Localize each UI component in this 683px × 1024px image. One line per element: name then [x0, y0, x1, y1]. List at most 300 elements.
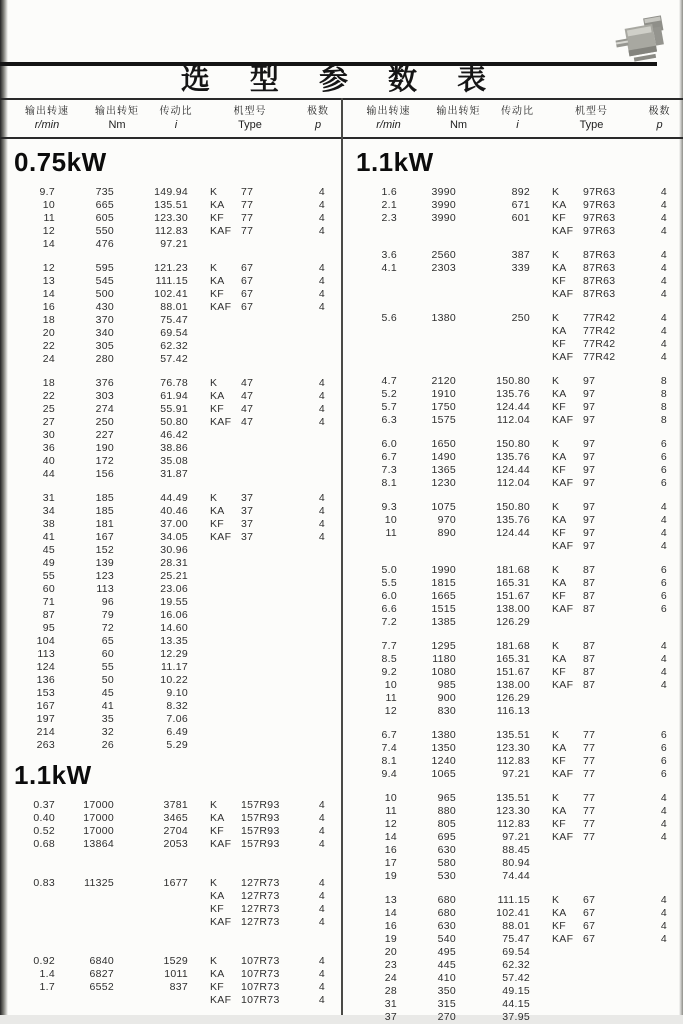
- table-row: [0, 838, 341, 851]
- cell-type-size: 127R73: [241, 877, 303, 890]
- cell-type-prefix: K: [552, 249, 583, 262]
- cell-spacer: [188, 314, 210, 327]
- cell-spacer: [530, 857, 552, 870]
- cell-type-size: 77R42: [583, 338, 645, 351]
- cell-type-prefix: [552, 1011, 583, 1024]
- cell-type-size: 47: [241, 377, 303, 390]
- cell-torque-nm: [397, 351, 456, 364]
- cell-poles: 4: [645, 831, 683, 844]
- cell-ratio-i: 112.83: [456, 755, 530, 768]
- cell-type-size: 97: [583, 477, 645, 490]
- cell-torque-nm: 580: [397, 857, 456, 870]
- cell-poles: 4: [303, 838, 341, 851]
- header-col-speed: [350, 100, 428, 137]
- table-row: [0, 238, 341, 251]
- cell-speed-rpm: 22: [8, 340, 55, 353]
- cell-torque-nm: 1180: [397, 653, 456, 666]
- cell-ratio-i: 151.67: [456, 666, 530, 679]
- cell-type-prefix: KA: [552, 199, 583, 212]
- table-row: [342, 603, 683, 616]
- cell-spacer: [530, 920, 552, 933]
- cell-speed-rpm: 2.1: [350, 199, 397, 212]
- cell-speed-rpm: 2.3: [350, 212, 397, 225]
- cell-spacer: [530, 401, 552, 414]
- cell-type-prefix: [210, 726, 241, 739]
- cell-poles: [645, 1011, 683, 1024]
- cell-spacer: [530, 564, 552, 577]
- cell-spacer: [188, 353, 210, 366]
- cell-ratio-i: 38.86: [114, 442, 188, 455]
- cell-type-prefix: [552, 844, 583, 857]
- cell-poles: 4: [645, 640, 683, 653]
- cell-spacer: [530, 666, 552, 679]
- cell-type-size: 127R73: [241, 890, 303, 903]
- cell-ratio-i: 57.42: [114, 353, 188, 366]
- table-row: [342, 451, 683, 464]
- table-row: [0, 583, 341, 596]
- cell-type-size: 67: [583, 933, 645, 946]
- cell-torque-nm: 274: [55, 403, 114, 416]
- cell-poles: [645, 857, 683, 870]
- power-section: [0, 149, 341, 752]
- cell-speed-rpm: 19: [350, 933, 397, 946]
- cell-spacer: [188, 429, 210, 442]
- cell-speed-rpm: 16: [350, 920, 397, 933]
- cell-type-prefix: KA: [552, 805, 583, 818]
- cell-type-prefix: K: [552, 312, 583, 325]
- cell-ratio-i: 35.08: [114, 455, 188, 468]
- cell-speed-rpm: 153: [8, 687, 55, 700]
- cell-torque-nm: 665: [55, 199, 114, 212]
- cell-type-prefix: KF: [210, 518, 241, 531]
- cell-type-prefix: KA: [552, 262, 583, 275]
- cell-torque-nm: 60: [55, 648, 114, 661]
- cell-torque-nm: 970: [397, 514, 456, 527]
- cell-torque-nm: 113: [55, 583, 114, 596]
- cell-ratio-i: 37.95: [456, 1011, 530, 1024]
- cell-spacer: [530, 590, 552, 603]
- cell-speed-rpm: 71: [8, 596, 55, 609]
- cell-type-prefix: KF: [210, 903, 241, 916]
- cell-torque-nm: 1650: [397, 438, 456, 451]
- cell-speed-rpm: 55: [8, 570, 55, 583]
- cell-spacer: [188, 238, 210, 251]
- table-row: [0, 981, 341, 994]
- cell-spacer: [530, 388, 552, 401]
- row-group: [0, 262, 341, 366]
- cell-torque-nm: 735: [55, 186, 114, 199]
- cell-ratio-i: [114, 903, 188, 916]
- cell-speed-rpm: 6.0: [350, 590, 397, 603]
- table-row: [0, 622, 341, 635]
- cell-spacer: [530, 692, 552, 705]
- cell-poles: [303, 429, 341, 442]
- cell-type-prefix: KF: [552, 755, 583, 768]
- cell-speed-rpm: 37: [350, 1011, 397, 1024]
- table-row: [342, 540, 683, 553]
- cell-type-size: [241, 544, 303, 557]
- cell-spacer: [530, 653, 552, 666]
- cell-type-prefix: KAF: [210, 994, 241, 1007]
- cell-spacer: [188, 416, 210, 429]
- table-row: [342, 768, 683, 781]
- cell-poles: 4: [645, 679, 683, 692]
- cell-ratio-i: 135.76: [456, 514, 530, 527]
- cell-spacer: [188, 327, 210, 340]
- cell-speed-rpm: 5.6: [350, 312, 397, 325]
- cell-type-prefix: [210, 622, 241, 635]
- cell-poles: 6: [645, 477, 683, 490]
- cell-ratio-i: 339: [456, 262, 530, 275]
- cell-poles: 4: [645, 249, 683, 262]
- cell-spacer: [188, 505, 210, 518]
- cell-type-size: 87: [583, 653, 645, 666]
- cell-spacer: [188, 648, 210, 661]
- table-row: [0, 390, 341, 403]
- cell-spacer: [530, 477, 552, 490]
- cell-poles: 4: [303, 799, 341, 812]
- cell-ratio-i: [456, 225, 530, 238]
- cell-ratio-i: 837: [114, 981, 188, 994]
- cell-ratio-i: 31.87: [114, 468, 188, 481]
- header-label-unit-torque: Nm: [86, 118, 148, 132]
- cell-type-size: [241, 622, 303, 635]
- cell-speed-rpm: 6.6: [350, 603, 397, 616]
- cell-type-prefix: KF: [552, 464, 583, 477]
- cell-spacer: [530, 792, 552, 805]
- cell-type-size: 87R63: [583, 275, 645, 288]
- cell-poles: 8: [645, 414, 683, 427]
- header-half: [0, 100, 342, 137]
- cell-spacer: [188, 994, 210, 1007]
- table-row: [342, 275, 683, 288]
- cell-torque-nm: 1385: [397, 616, 456, 629]
- cell-spacer: [530, 831, 552, 844]
- cell-type-size: [241, 609, 303, 622]
- cell-speed-rpm: 4.7: [350, 375, 397, 388]
- cell-spacer: [188, 583, 210, 596]
- cell-torque-nm: 1750: [397, 401, 456, 414]
- cell-type-size: 97: [583, 451, 645, 464]
- cell-ratio-i: [114, 890, 188, 903]
- cell-spacer: [188, 340, 210, 353]
- table-row: [342, 653, 683, 666]
- cell-speed-rpm: 9.4: [350, 768, 397, 781]
- table-row: [0, 505, 341, 518]
- cell-spacer: [530, 603, 552, 616]
- cell-torque-nm: 13864: [55, 838, 114, 851]
- cell-type-prefix: K: [552, 894, 583, 907]
- cell-speed-rpm: [350, 325, 397, 338]
- cell-type-prefix: KF: [552, 920, 583, 933]
- header-label-unit-ratio: i: [148, 118, 204, 132]
- power-section-title: 1.1kW: [14, 762, 341, 788]
- cell-speed-rpm: 24: [8, 353, 55, 366]
- cell-torque-nm: 1365: [397, 464, 456, 477]
- table-row: [0, 955, 341, 968]
- table-row: [0, 799, 341, 812]
- cell-type-prefix: KF: [552, 338, 583, 351]
- cell-torque-nm: 680: [397, 907, 456, 920]
- cell-type-size: [241, 429, 303, 442]
- cell-poles: [303, 726, 341, 739]
- cell-type-size: 47: [241, 416, 303, 429]
- cell-type-size: 127R73: [241, 916, 303, 929]
- cell-spacer: [530, 870, 552, 883]
- cell-ratio-i: 138.00: [456, 603, 530, 616]
- table-row: [342, 755, 683, 768]
- cell-ratio-i: 5.29: [114, 739, 188, 752]
- cell-ratio-i: 13.35: [114, 635, 188, 648]
- cell-type-size: 87: [583, 679, 645, 692]
- cell-torque-nm: 1990: [397, 564, 456, 577]
- table-row: [0, 468, 341, 481]
- table-row: [0, 877, 341, 890]
- cell-spacer: [530, 514, 552, 527]
- cell-torque-nm: 695: [397, 831, 456, 844]
- cell-torque-nm: 250: [55, 416, 114, 429]
- cell-spacer: [188, 903, 210, 916]
- cell-speed-rpm: 19: [350, 870, 397, 883]
- cell-ratio-i: 112.83: [114, 225, 188, 238]
- cell-ratio-i: 57.42: [456, 972, 530, 985]
- cell-type-prefix: [210, 674, 241, 687]
- cell-speed-rpm: 14: [350, 831, 397, 844]
- cell-ratio-i: 97.21: [456, 831, 530, 844]
- cell-type-prefix: KAF: [552, 603, 583, 616]
- table-row: [0, 661, 341, 674]
- page-title: 选 型 参 数 表: [0, 64, 683, 98]
- cell-type-size: 107R73: [241, 994, 303, 1007]
- cell-type-size: 107R73: [241, 955, 303, 968]
- table-row: [342, 225, 683, 238]
- table-row: [342, 818, 683, 831]
- cell-ratio-i: 25.21: [114, 570, 188, 583]
- cell-torque-nm: [397, 275, 456, 288]
- cell-spacer: [530, 338, 552, 351]
- cell-spacer: [530, 946, 552, 959]
- cell-type-prefix: [210, 557, 241, 570]
- power-section-title: 1.1kW: [356, 149, 683, 175]
- cell-spacer: [530, 501, 552, 514]
- cell-ratio-i: [456, 325, 530, 338]
- cell-torque-nm: 350: [397, 985, 456, 998]
- cell-speed-rpm: 31: [350, 998, 397, 1011]
- cell-spacer: [530, 755, 552, 768]
- cell-torque-nm: 26: [55, 739, 114, 752]
- cell-type-prefix: [210, 661, 241, 674]
- cell-poles: 4: [645, 666, 683, 679]
- row-group: [342, 640, 683, 718]
- table-row: [0, 544, 341, 557]
- cell-type-size: 67: [241, 301, 303, 314]
- cell-torque-nm: 495: [397, 946, 456, 959]
- cell-speed-rpm: 13: [8, 275, 55, 288]
- cell-poles: 4: [303, 212, 341, 225]
- cell-poles: [303, 353, 341, 366]
- table-row: [342, 312, 683, 325]
- cell-torque-nm: 1515: [397, 603, 456, 616]
- cell-spacer: [530, 438, 552, 451]
- cell-ratio-i: 8.32: [114, 700, 188, 713]
- cell-type-prefix: KAF: [552, 679, 583, 692]
- cell-torque-nm: 2303: [397, 262, 456, 275]
- cell-speed-rpm: [350, 288, 397, 301]
- cell-ratio-i: 28.31: [114, 557, 188, 570]
- cell-speed-rpm: [350, 351, 397, 364]
- header-label-zh-poles: 极数: [638, 105, 682, 118]
- cell-type-size: 97R63: [583, 199, 645, 212]
- cell-torque-nm: 17000: [55, 799, 114, 812]
- cell-speed-rpm: 17: [350, 857, 397, 870]
- cell-type-prefix: [210, 570, 241, 583]
- cell-speed-rpm: 31: [8, 492, 55, 505]
- cell-speed-rpm: 36: [8, 442, 55, 455]
- row-group: [342, 501, 683, 553]
- cell-speed-rpm: 14: [8, 238, 55, 251]
- table-row: [342, 464, 683, 477]
- cell-speed-rpm: 214: [8, 726, 55, 739]
- cell-type-size: [241, 661, 303, 674]
- cell-torque-nm: 11325: [55, 877, 114, 890]
- cell-torque-nm: 2560: [397, 249, 456, 262]
- cell-speed-rpm: 0.92: [8, 955, 55, 968]
- cell-speed-rpm: 12: [350, 705, 397, 718]
- table-row: [342, 199, 683, 212]
- cell-speed-rpm: 27: [8, 416, 55, 429]
- cell-type-size: 37: [241, 531, 303, 544]
- cell-speed-rpm: 6.0: [350, 438, 397, 451]
- cell-spacer: [530, 998, 552, 1011]
- cell-poles: 4: [303, 186, 341, 199]
- cell-type-prefix: K: [552, 438, 583, 451]
- cell-torque-nm: 1230: [397, 477, 456, 490]
- cell-type-prefix: KF: [552, 527, 583, 540]
- cell-type-prefix: KF: [210, 981, 241, 994]
- cell-type-prefix: KF: [552, 666, 583, 679]
- cell-spacer: [530, 288, 552, 301]
- cell-speed-rpm: 9.7: [8, 186, 55, 199]
- cell-poles: 6: [645, 564, 683, 577]
- cell-ratio-i: 601: [456, 212, 530, 225]
- cell-type-size: 107R73: [241, 981, 303, 994]
- cell-poles: 4: [303, 825, 341, 838]
- cell-speed-rpm: 25: [8, 403, 55, 416]
- cell-torque-nm: 890: [397, 527, 456, 540]
- cell-torque-nm: 315: [397, 998, 456, 1011]
- cell-speed-rpm: 14: [350, 907, 397, 920]
- cell-poles: [303, 442, 341, 455]
- table-row: [342, 985, 683, 998]
- cell-type-size: 157R93: [241, 812, 303, 825]
- cell-poles: 4: [303, 262, 341, 275]
- cell-type-prefix: KAF: [552, 831, 583, 844]
- table-row: [342, 438, 683, 451]
- cell-torque-nm: 3990: [397, 186, 456, 199]
- cell-spacer: [188, 570, 210, 583]
- cell-type-prefix: KAF: [210, 838, 241, 851]
- table-row: [342, 907, 683, 920]
- cell-speed-rpm: 11: [350, 692, 397, 705]
- header-label-zh-type: 机型号: [546, 105, 638, 118]
- cell-type-size: [241, 314, 303, 327]
- header-label-zh-ratio: 传动比: [490, 105, 546, 118]
- cell-speed-rpm: 44: [8, 468, 55, 481]
- cell-speed-rpm: 7.7: [350, 640, 397, 653]
- cell-ratio-i: 102.41: [456, 907, 530, 920]
- cell-poles: 4: [645, 262, 683, 275]
- cell-ratio-i: 112.83: [456, 818, 530, 831]
- cell-poles: 4: [303, 994, 341, 1007]
- table-row: [342, 590, 683, 603]
- cell-type-size: [583, 985, 645, 998]
- cell-type-prefix: [552, 692, 583, 705]
- cell-spacer: [188, 544, 210, 557]
- cell-poles: [645, 844, 683, 857]
- row-group: [342, 186, 683, 238]
- cell-torque-nm: 1380: [397, 729, 456, 742]
- cell-type-prefix: [210, 353, 241, 366]
- cell-ratio-i: 97.21: [114, 238, 188, 251]
- cell-torque-nm: 227: [55, 429, 114, 442]
- cell-torque-nm: 45: [55, 687, 114, 700]
- cell-poles: 4: [303, 225, 341, 238]
- cell-type-size: [241, 327, 303, 340]
- table-row: [0, 968, 341, 981]
- cell-speed-rpm: 13: [350, 894, 397, 907]
- cell-ratio-i: 62.32: [114, 340, 188, 353]
- table-row: [342, 831, 683, 844]
- cell-ratio-i: 55.91: [114, 403, 188, 416]
- table-row: [342, 972, 683, 985]
- table-row: [0, 301, 341, 314]
- cell-type-size: 157R93: [241, 838, 303, 851]
- cell-type-size: [583, 616, 645, 629]
- row-group: [342, 564, 683, 629]
- cell-ratio-i: 69.54: [114, 327, 188, 340]
- table-row: [342, 186, 683, 199]
- cell-ratio-i: 150.80: [456, 501, 530, 514]
- cell-type-prefix: [210, 544, 241, 557]
- header-label-zh-type: 机型号: [204, 105, 296, 118]
- cell-poles: [645, 705, 683, 718]
- cell-torque-nm: 965: [397, 792, 456, 805]
- cell-poles: [645, 998, 683, 1011]
- table-row: [0, 531, 341, 544]
- cell-speed-rpm: 6.3: [350, 414, 397, 427]
- table-row: [342, 870, 683, 883]
- cell-spacer: [188, 390, 210, 403]
- cell-ratio-i: 149.94: [114, 186, 188, 199]
- cell-ratio-i: 44.49: [114, 492, 188, 505]
- cell-type-size: 77: [241, 199, 303, 212]
- cell-torque-nm: 139: [55, 557, 114, 570]
- cell-torque-nm: 270: [397, 1011, 456, 1024]
- cell-spacer: [530, 540, 552, 553]
- cell-spacer: [530, 679, 552, 692]
- cell-ratio-i: 150.80: [456, 438, 530, 451]
- cell-torque-nm: 340: [55, 327, 114, 340]
- cell-torque-nm: 32: [55, 726, 114, 739]
- table-row: [0, 994, 341, 1007]
- cell-torque-nm: 3990: [397, 199, 456, 212]
- cell-speed-rpm: [8, 916, 55, 929]
- cell-ratio-i: 250: [456, 312, 530, 325]
- cell-speed-rpm: 14: [8, 288, 55, 301]
- cell-type-prefix: K: [210, 877, 241, 890]
- cell-type-prefix: K: [210, 799, 241, 812]
- table-row: [0, 812, 341, 825]
